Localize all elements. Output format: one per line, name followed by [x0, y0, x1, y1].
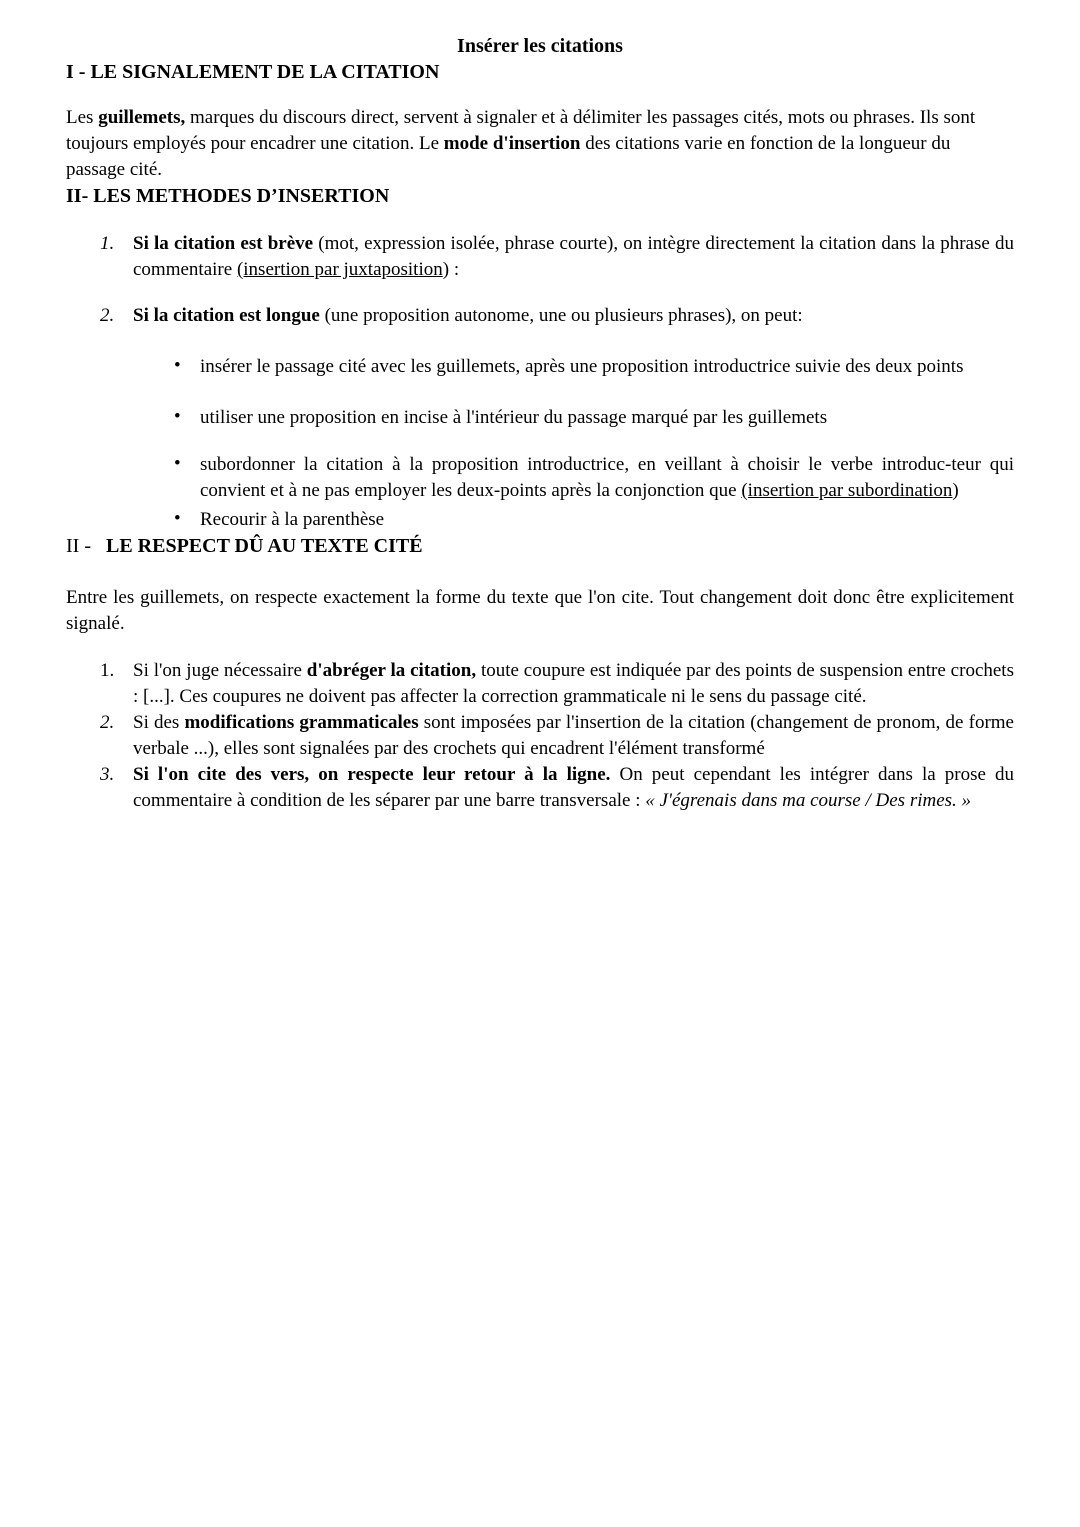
list-item-citation-longue: [66, 303, 1014, 329]
bullet-icon: •: [174, 508, 181, 529]
list-number: 2.: [100, 305, 115, 326]
list-number: 1.: [100, 233, 115, 254]
bullet-icon: •: [174, 406, 181, 427]
list-item-vers: [66, 762, 1014, 814]
list-item-text: Si l'on cite des vers, on respecte leur retour à la ligne. On peut cependant les intégrer dans la prose du commentaire à condition de les séparer par une barre transversale : « J'égrenais dans ma course / Des rimes. »: [133, 764, 1014, 811]
list-item-text: Si des modifications grammaticales sont imposées par l'insertion de la citation (changement de pronom, de forme verbale ...), elles sont signalées par des crochets qui encadrent l'élément transformé: [133, 712, 1014, 759]
list-item-text: Si la citation est brève (mot, expression isolée, phrase courte), on intègre directement la citation dans la phrase du commentaire (insertion par juxtaposition) :: [133, 233, 1014, 280]
list-item-citation-breve: [66, 231, 1014, 283]
list-number: 3.: [100, 764, 115, 785]
methods-bullet-list: [66, 354, 1014, 533]
bullet-item-text: insérer le passage cité avec les guillemets, après une proposition introductrice suivie des deux points: [200, 356, 964, 377]
bullet-item-text: Recourir à la parenthèse: [200, 509, 385, 530]
section-signalement-paragraph: Les guillemets, marques du discours direct, servent à signaler et à délimiter les passages cités, mots ou phrases. Ils sont toujours employés pour encadrer une citation. Le mode d'insertion des citations varie en fonction de la longueur du passage cité.: [66, 107, 976, 180]
list-item-text: Si l'on juge nécessaire d'abréger la citation, toute coupure est indiquée par des points de suspension entre crochets : [...]. Ces coupures ne doivent pas affecter la correction grammaticale ni le sens du passage cité.: [133, 660, 1014, 707]
bullet-item-text: utiliser une proposition en incise à l'intérieur du passage marqué par les guillemets: [200, 407, 828, 428]
list-item-abreger: [66, 658, 1014, 710]
bullet-item-utiliser: [66, 405, 1014, 431]
document-title: Insérer les citations: [457, 35, 623, 57]
methods-numbered-list: [66, 231, 1014, 329]
bullet-item-parenthese: [66, 507, 1014, 533]
section-respect-paragraph: Entre les guillemets, on respecte exactement la forme du texte que l'on cite. Tout changement doit donc être explicitement signalé.: [66, 587, 1014, 634]
bullet-icon: •: [174, 453, 181, 474]
bullet-item-inserer: [66, 354, 1014, 380]
section-respect-heading: [66, 533, 1014, 559]
list-number: 1.: [100, 660, 115, 681]
respect-numbered-list: [66, 658, 1014, 814]
list-number: 2.: [100, 712, 115, 733]
bullet-item-text: subordonner la citation à la proposition introductrice, en veillant à choisir le verbe introduc-teur qui convient et à ne pas employer les deux-points après la conjonction que (insertion par subordination): [200, 454, 1014, 501]
section-respect-title: LE RESPECT DÛ AU TEXTE CITÉ: [105, 535, 423, 557]
section-methodes-heading: II- LES METHODES D’INSERTION: [66, 185, 390, 207]
bullet-item-subordonner: [66, 452, 1014, 504]
list-item-modifications: [66, 710, 1014, 762]
bullet-icon: •: [174, 355, 181, 376]
section-signalement-heading: I - LE SIGNALEMENT DE LA CITATION: [66, 61, 440, 83]
section-respect-numeral: II -: [66, 535, 91, 557]
list-item-text: Si la citation est longue (une proposition autonome, une ou plusieurs phrases), on peut:: [133, 305, 803, 326]
